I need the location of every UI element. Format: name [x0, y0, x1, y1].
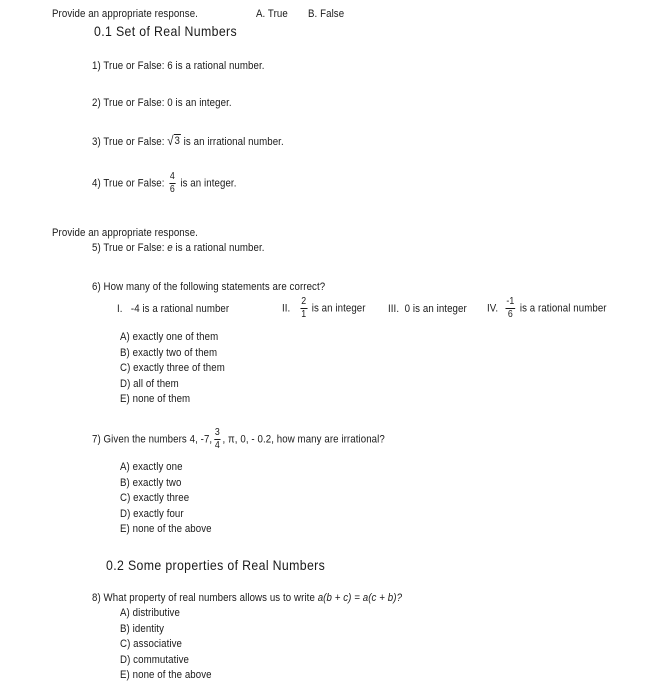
fraction — [506, 297, 516, 320]
section-title-2 — [106, 557, 355, 573]
radicand: 3 — [174, 135, 181, 147]
question-1 — [92, 60, 288, 72]
option-d: D) commutative — [120, 653, 190, 666]
numerator: -1 — [506, 296, 515, 307]
question-3 — [92, 134, 310, 148]
statement-3 — [388, 303, 478, 315]
option-e: E) none of the above — [120, 523, 212, 535]
header-instruction-line — [52, 8, 218, 20]
option-d: D) all of them — [120, 377, 179, 390]
instruction-2 — [52, 227, 218, 239]
option-e: E) none of the above — [120, 669, 212, 681]
answer-key — [256, 8, 292, 20]
denominator: 1 — [301, 309, 307, 320]
question-5-prefix: 5) True or False: — [92, 242, 165, 254]
option-a: A) exactly one of them — [120, 331, 219, 343]
statement-1-label: I. — [117, 303, 123, 315]
question-6-text: 6) How many of the following statements are correct? — [92, 281, 326, 293]
choice-b-false: B. False — [308, 8, 345, 20]
option-c: C) exactly three — [120, 492, 190, 504]
fraction — [214, 428, 221, 451]
square-root-expression — [167, 134, 181, 147]
question-8-options — [120, 606, 224, 684]
question-6-options — [120, 330, 239, 408]
option-a: A) exactly one — [120, 461, 183, 473]
statement-4-text: is a rational number — [519, 302, 607, 315]
instruction-text: Provide an appropriate response. — [52, 8, 198, 20]
question-3-suffix: is an irrational number. — [183, 136, 284, 149]
statement-2-text: is an integer — [311, 302, 366, 315]
denominator: 6 — [507, 309, 513, 320]
question-1-text: 1) True or False: 6 is a rational number. — [92, 60, 265, 72]
fraction — [300, 297, 307, 320]
choice-a-true: A. True — [256, 8, 288, 20]
statement-3-text: 0 is an integer — [404, 303, 467, 315]
denominator: 4 — [214, 440, 220, 451]
section-title-text: 0.2 Some properties of Real Numbers — [106, 557, 326, 573]
euler-number-variable: e — [167, 242, 173, 254]
question-7-options — [120, 460, 224, 538]
statement-2 — [282, 297, 377, 320]
question-4-prefix: 4) True or False: — [92, 177, 165, 190]
question-7-prefix: 7) Given the numbers 4, -7, — [92, 433, 213, 446]
question-8 — [92, 592, 444, 604]
question-8-prefix: 8) What property of real numbers allows us to write — [92, 592, 315, 604]
statement-2-label: II. — [282, 302, 291, 315]
option-c: C) associative — [120, 638, 183, 650]
option-b: B) exactly two — [120, 476, 182, 489]
question-4-suffix: is an integer. — [180, 177, 237, 190]
question-5 — [92, 242, 288, 254]
statement-4-label: IV. — [487, 302, 499, 315]
numerator: 3 — [214, 427, 220, 438]
question-7 — [92, 428, 425, 451]
question-2 — [92, 97, 251, 109]
numerator: 4 — [169, 171, 175, 182]
commutative-expression: a(b + c) = a(c + b)? — [317, 592, 403, 604]
numerator: 2 — [301, 296, 307, 307]
denominator: 6 — [169, 184, 175, 195]
question-6 — [92, 281, 357, 293]
fraction — [169, 172, 176, 195]
question-5-suffix: is a rational number. — [175, 242, 265, 254]
instruction-2-text: Provide an appropriate response. — [52, 227, 198, 239]
statement-4 — [487, 297, 623, 320]
option-c: C) exactly three of them — [120, 362, 225, 374]
section-title-1 — [94, 23, 257, 39]
option-e: E) none of them — [120, 393, 191, 405]
question-2-text: 2) True or False: 0 is an integer. — [92, 97, 232, 109]
question-3-prefix: 3) True or False: — [92, 136, 165, 149]
option-b: B) identity — [120, 622, 165, 635]
statement-1 — [117, 303, 245, 315]
radical-sign-icon: √ — [167, 133, 174, 149]
statement-3-label: III. — [388, 303, 400, 315]
option-a: A) distributive — [120, 607, 180, 619]
question-4 — [92, 172, 256, 195]
question-7-suffix: , π, 0, - 0.2, how many are irrational? — [222, 433, 385, 446]
section-title-text: 0.1 Set of Real Numbers — [94, 23, 237, 39]
option-b: B) exactly two of them — [120, 346, 218, 359]
statement-1-text: -4 is a rational number — [130, 303, 230, 315]
option-d: D) exactly four — [120, 507, 184, 520]
answer-key-b — [308, 8, 349, 20]
